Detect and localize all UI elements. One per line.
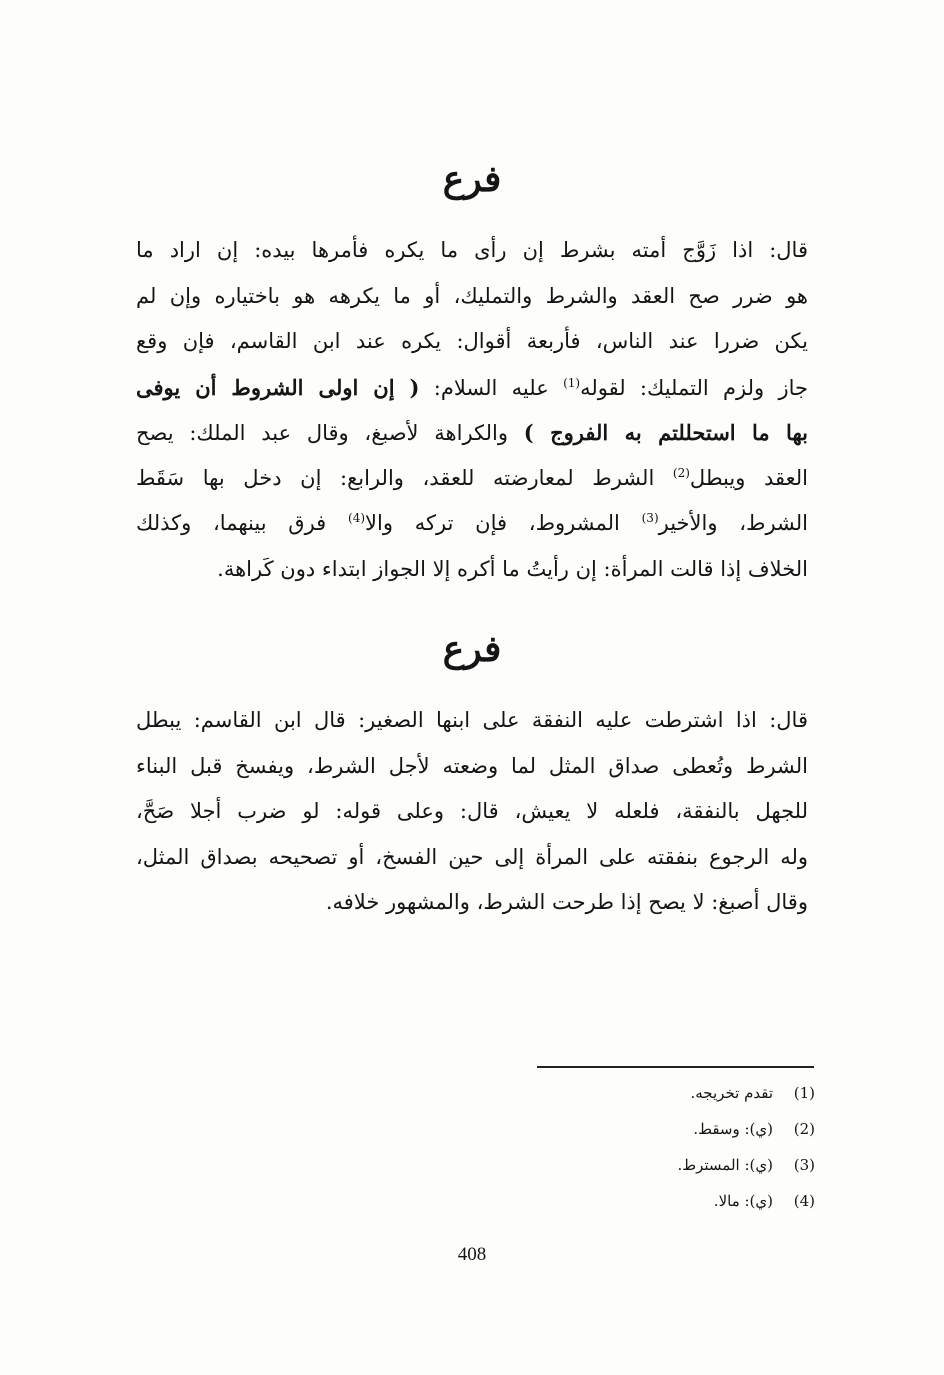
page-number: 408 xyxy=(457,1244,487,1265)
line-text: العقد ويبطل xyxy=(689,465,808,490)
footnote-number: (3) xyxy=(793,1156,815,1174)
paragraph-line: الخلاف إذا قالت المرأة: إن رأيتُ ما أكره إلا الجواز ابتداء دون كَراهة. xyxy=(217,556,808,581)
footnote-text: (ي): المسترط. xyxy=(677,1156,773,1174)
paragraph-line xyxy=(136,501,808,547)
paragraph-line: هو ضرر صح العقد والشرط والتمليك، أو ما يكرهه هو باختياره وإن لم xyxy=(136,283,808,308)
line-text: جاز ولزم التمليك: لقوله xyxy=(580,375,808,400)
footnote-ref-4[interactable]: (4) xyxy=(348,511,366,525)
section-heading-2: فرع xyxy=(442,628,502,670)
footnote-ref-2[interactable]: (2) xyxy=(672,465,690,480)
section-paragraph-1 xyxy=(136,228,808,592)
paragraph-line: وقال أصبغ: لا يصح إذا طرحت الشرط، والمشهور خلافه. xyxy=(325,890,808,914)
footnote-item xyxy=(500,1147,815,1183)
line-text: عليه السلام: xyxy=(419,375,564,400)
paragraph-line: وله الرجوع بنفقته على المرأة إلى حين الفسخ، أو تصحيحه بصداق المثل، xyxy=(136,844,808,869)
line-text: المشروط، فإن تركه والا xyxy=(365,511,642,535)
section-paragraph-2 xyxy=(136,698,808,926)
footnote-number: (1) xyxy=(793,1084,815,1102)
footnote-divider xyxy=(537,1066,814,1068)
footnote-number: (4) xyxy=(793,1192,815,1210)
paragraph-line: الشرط وتُعطى صداق المثل لما وضعته لأجل الشرط، ويفسخ قبل البناء xyxy=(136,753,808,778)
paragraph-line: للجهل بالنفقة، فلعله لا يعيش، قال: وعلى قوله: لو ضرب أجلا صَحَّ، xyxy=(136,799,808,823)
hadith-quote-start: ( إن اولى الشروط أن يوفى xyxy=(136,374,420,400)
footnote-text: تقدم تخريجه. xyxy=(690,1084,773,1102)
paragraph-line: يكن ضررا عند الناس، فأربعة أقوال: يكره عند ابن القاسم، فإن وقع xyxy=(136,329,808,353)
footnote-item xyxy=(500,1075,815,1111)
line-text: الشرط، والأخير xyxy=(658,511,808,535)
footnote-number: (2) xyxy=(793,1120,815,1138)
paragraph-line: قال: اذا اشترطت عليه النفقة على ابنها الصغير: قال ابن القاسم: يبطل xyxy=(136,708,808,732)
paragraph-line xyxy=(136,456,808,502)
footnote-text: (ي): وسقط. xyxy=(693,1120,773,1138)
line-text: الشرط لمعارضته للعقد، والرابع: إن دخل بها سَقَط xyxy=(136,465,673,490)
footnote-text: (ي): مالا. xyxy=(713,1192,773,1210)
line-text: والكراهة لأصبغ، وقال عبد الملك: يصح xyxy=(136,421,524,445)
paragraph-line: قال: اذا زَوَّج أمته بشرط إن رأى ما يكره فأمرها بيده: إن اراد ما xyxy=(136,238,808,262)
line-text: فرق بينهما، وكذلك xyxy=(136,511,348,535)
paragraph-line xyxy=(136,410,808,456)
footnote-ref-3[interactable]: (3) xyxy=(641,511,659,525)
hadith-quote-end: بها ما استحللتم به الفروج ) xyxy=(523,420,808,445)
footnote-ref-1[interactable]: (1) xyxy=(563,375,581,390)
footnotes xyxy=(500,1075,815,1219)
footnote-item xyxy=(500,1111,815,1147)
paragraph-line xyxy=(136,365,808,411)
footnote-item xyxy=(500,1183,815,1219)
section-heading-1: فرع xyxy=(442,158,502,200)
